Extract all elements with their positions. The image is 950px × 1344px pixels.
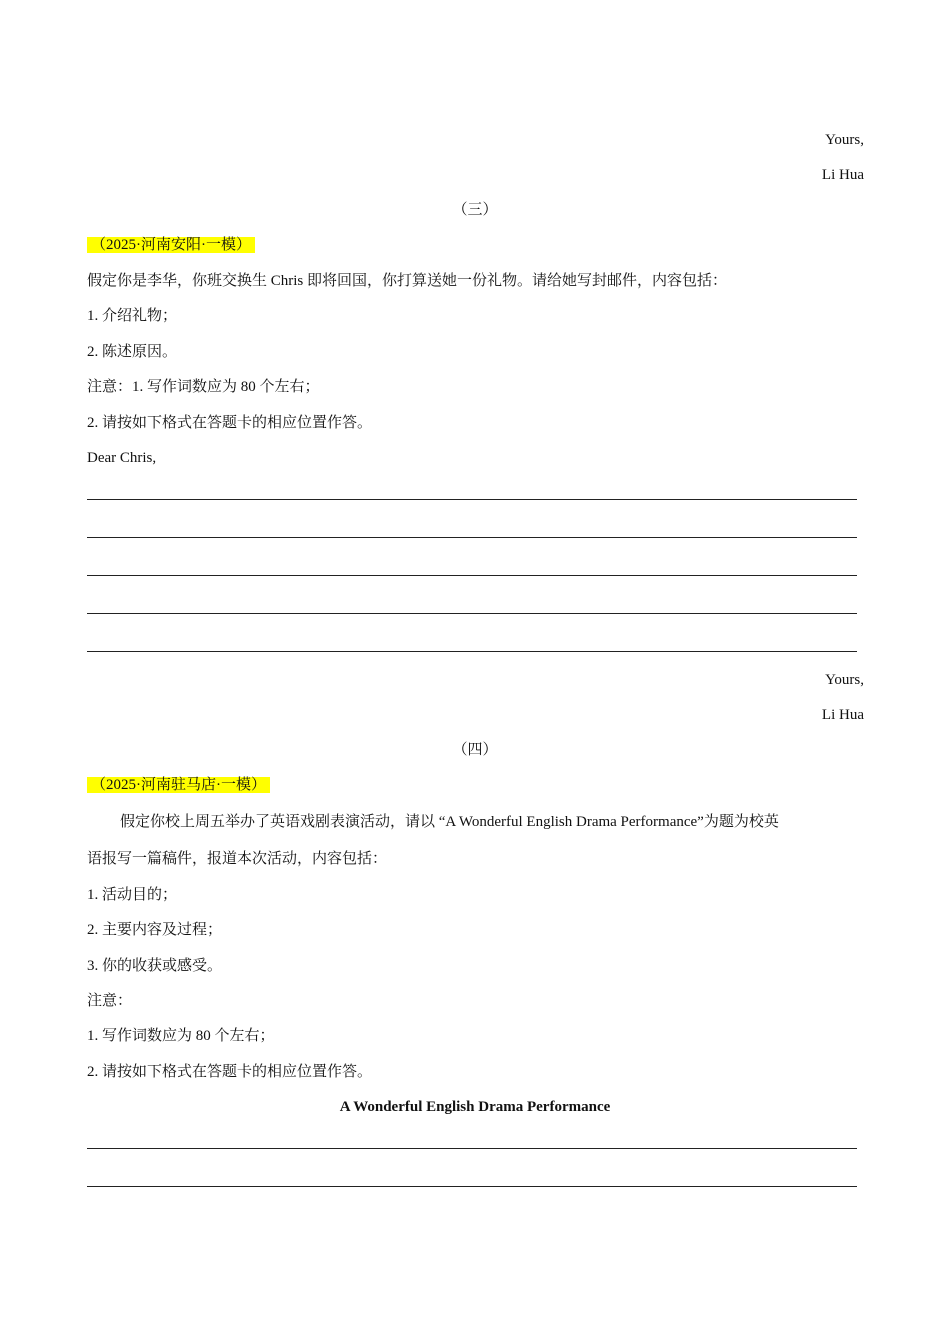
note-4-1: 1. 写作词数应为 80 个左右； bbox=[87, 1028, 275, 1044]
list-item: 2. 主要内容及过程； bbox=[87, 922, 223, 938]
salutation: Dear Chris, bbox=[87, 450, 157, 466]
answer-line bbox=[87, 613, 857, 614]
answer-line bbox=[87, 575, 857, 576]
section-heading-3: （三） bbox=[452, 202, 498, 218]
list-item: 3. 你的收获或感受。 bbox=[87, 958, 223, 974]
section-heading-4: （四） bbox=[452, 742, 498, 758]
closing-signature: Li Hua bbox=[821, 167, 864, 183]
answer-line bbox=[87, 1148, 857, 1149]
prompt-3: 假定你是李华，你班交换生 Chris 即将回国，你打算送她一份礼物。请给她写封邮件，内容包括： bbox=[87, 273, 728, 289]
note-3-1: 注意：1. 写作词数应为 80 个左右； bbox=[87, 379, 320, 395]
closing-yours-3: Yours, bbox=[825, 672, 864, 688]
source-tag-3 bbox=[87, 235, 255, 255]
prompt-4-line-2: 语报写一篇稿件，报道本次活动，内容包括： bbox=[87, 851, 388, 867]
note-3-2: 2. 请按如下格式在答题卡的相应位置作答。 bbox=[87, 415, 373, 431]
essay-title: A Wonderful English Drama Performance bbox=[339, 1099, 611, 1115]
list-item: 1. 介绍礼物； bbox=[87, 308, 178, 324]
answer-line bbox=[87, 499, 857, 500]
note-4-2: 2. 请按如下格式在答题卡的相应位置作答。 bbox=[87, 1064, 373, 1080]
closing-yours: Yours, bbox=[825, 132, 864, 148]
note-label-4: 注意： bbox=[87, 993, 133, 1009]
source-highlight: （2025·河南驻马店·一模） bbox=[87, 777, 270, 793]
list-item: 1. 活动目的； bbox=[87, 887, 178, 903]
answer-line bbox=[87, 651, 857, 652]
source-highlight: （2025·河南安阳·一模） bbox=[87, 237, 255, 253]
answer-line bbox=[87, 537, 857, 538]
closing-signature-3: Li Hua bbox=[821, 707, 864, 723]
answer-line bbox=[87, 1186, 857, 1187]
prompt-4-line-1: 假定你校上周五举办了英语戏剧表演活动，请以 “A Wonderful English Drama Performance”为题为校英 bbox=[120, 814, 779, 830]
list-item: 2. 陈述原因。 bbox=[87, 344, 178, 360]
source-tag-4 bbox=[87, 775, 270, 795]
